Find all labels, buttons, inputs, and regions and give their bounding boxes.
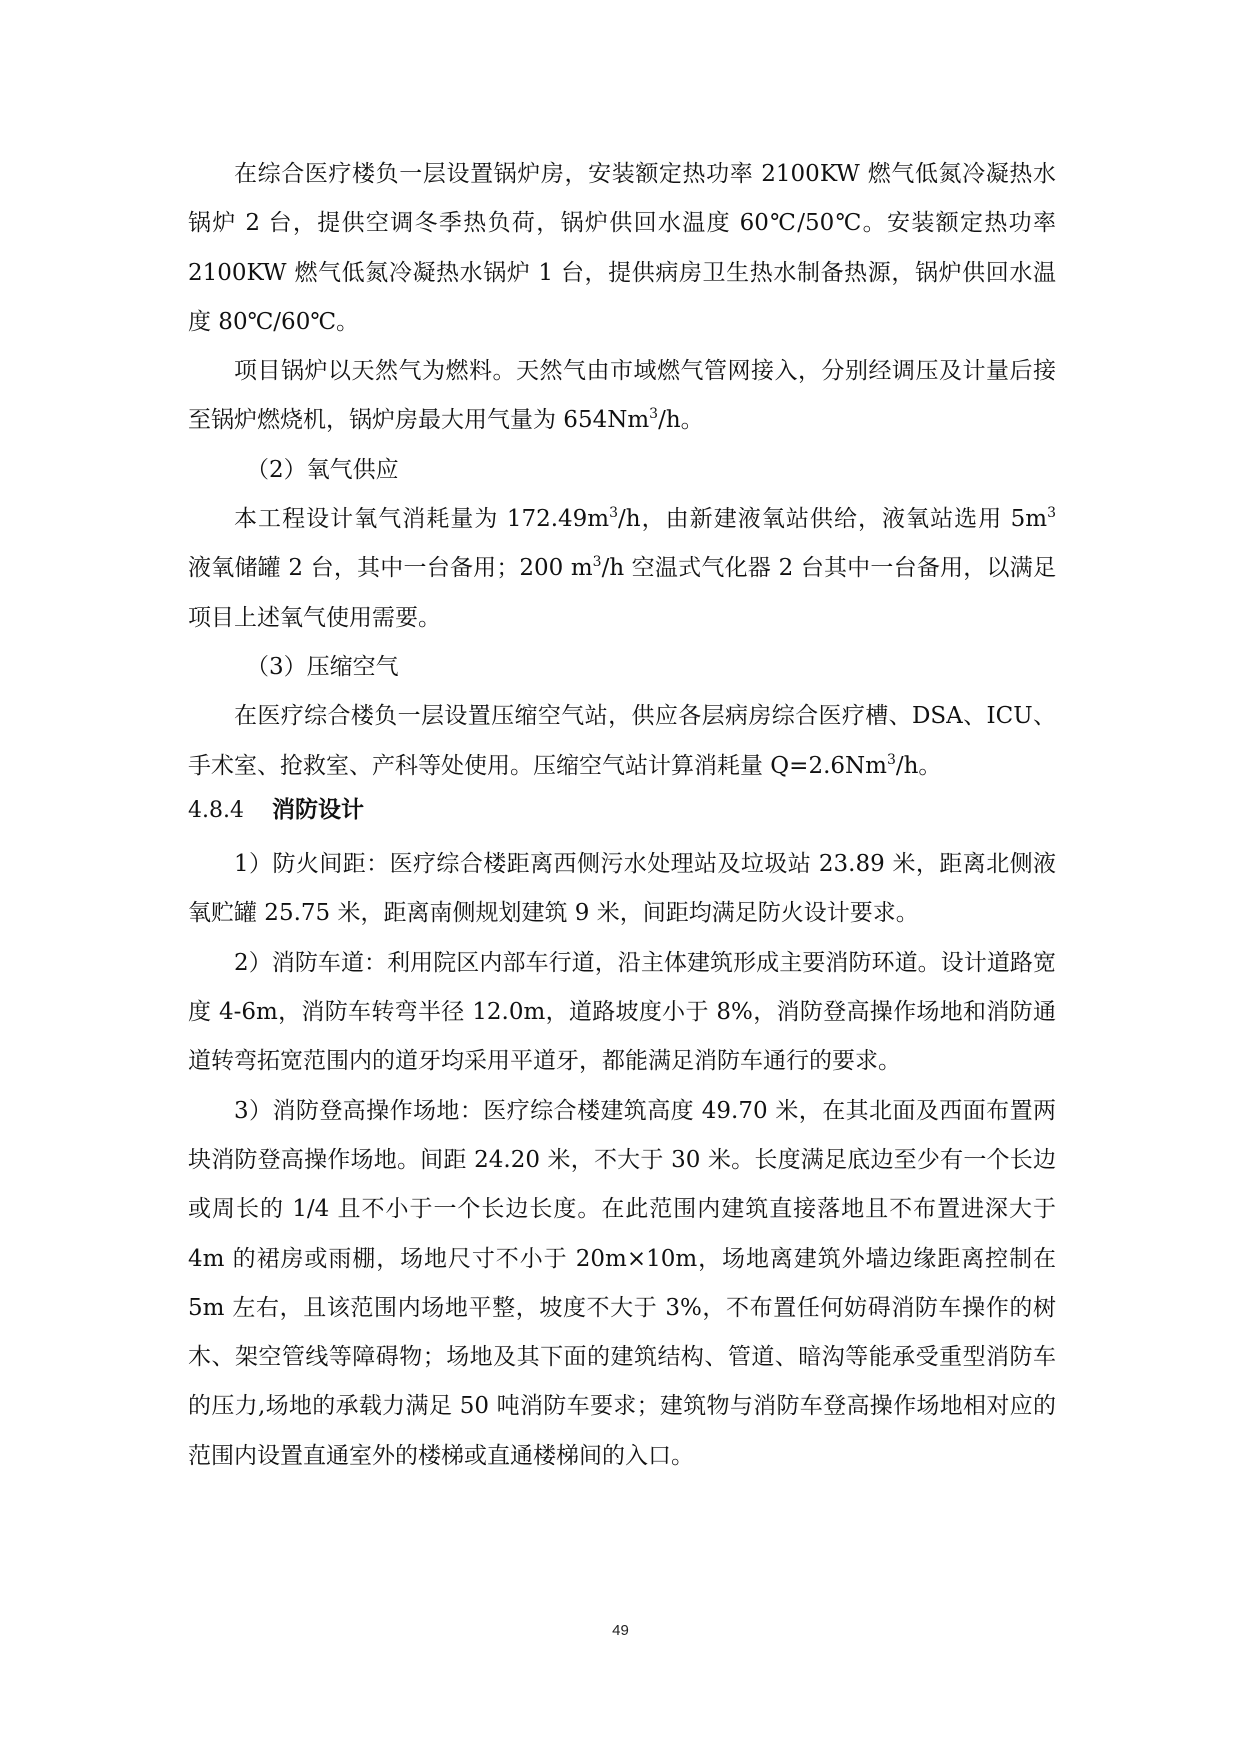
oxygen-text-1: 本工程设计氧气消耗量为 172.49m [234, 506, 610, 533]
fuel-superscript: 3 [649, 406, 659, 423]
fuel-text: 项目锅炉以天然气为燃料。天然气由市域燃气管网接入，分别经调压及计量后接至锅炉燃烧机，锅炉房最大用气量为 654Nm [188, 358, 1056, 434]
subheading-oxygen: （2）氧气供应 [246, 456, 399, 483]
paragraph-oxygen [188, 495, 1056, 643]
section-title: 消防设计 [272, 796, 364, 823]
paragraph-boiler-room: 在综合医疗楼负一层设置锅炉房，安装额定热功率 2100KW 燃气低氮冷凝热水锅炉 2 台，提供空调冬季热负荷，锅炉供回水温度 60℃/50℃。安装额定热功率 2100KW 燃气低氮冷凝热水锅炉 1 台，提供病房卫生热水制备热源，锅炉供回水温度 80℃/60℃。 [188, 161, 1056, 335]
fire-item-lanes: 2）消防车道：利用院区内部车行道，沿主体建筑形成主要消防环道。设计道路宽度 4-6m，消防车转弯半径 12.0m，道路坡度小于 8%，消防登高操作场地和消防通道转弯拓宽范围内的道牙均采用平道牙，都能满足消防车通行的要求。 [188, 949, 1056, 1075]
fire-item-rescue-site: 3）消防登高操作场地：医疗综合楼建筑高度 49.70 米，在其北面及西面布置两块消防登高操作场地。间距 24.20 米，不大于 30 米。长度满足底边至少有一个长边或周长的 1/4 且不小于一个长边长度。在此范围内建筑直接落地且不布置进深大于 4m 的裙房或雨棚，场地尺寸不小于 20m×10m，场地离建筑外墙边缘距离控制在 5m 左右，且该范围内场地平整，坡度不大于 3%，不布置任何妨碍消防车操作的树木、架空管线等障碍物；场地及其下面的建筑结构、管道、暗沟等能承受重型消防车的压力,场地的承载力满足 50 吨消防车要求；建筑物与消防车登高操作场地相对应的范围内设置直通室外的楼梯或直通楼梯间的入口。 [188, 1097, 1056, 1469]
paragraph-compressed-air [188, 692, 1056, 791]
section-number: 4.8.4 [188, 797, 244, 823]
air-text: 在医疗综合楼负一层设置压缩空气站，供应各层病房综合医疗槽、DSA、ICU、手术室、抢救室、产科等处使用。压缩空气站计算消耗量 Q=2.6Nm [188, 703, 1056, 779]
section-heading [188, 791, 1056, 840]
fire-item-spacing: 1）防火间距：医疗综合楼距离西侧污水处理站及垃圾站 23.89 米，距离北侧液氧贮罐 25.75 米，距离南侧规划建筑 9 米，间距均满足防火设计要求。 [188, 851, 1056, 927]
page-number: 49 [612, 1622, 629, 1639]
air-text-end: /h。 [895, 752, 942, 779]
oxygen-superscript-2: 3 [1047, 505, 1056, 522]
oxygen-superscript-1: 3 [609, 505, 619, 522]
page-body [188, 150, 1056, 1481]
oxygen-text-3: 液氧储罐 2 台，其中一台备用；200 m [188, 555, 593, 582]
paragraph-fuel [188, 347, 1056, 446]
oxygen-text-4: /h 空温式气化器 2 台其中一台备用，以满足项目上述氧气使用需要。 [188, 555, 1056, 631]
oxygen-text-2: /h，由新建液氧站供给，液氧站选用 5m [618, 506, 1048, 533]
fuel-text-end: /h。 [658, 407, 704, 434]
subheading-compressed-air: （3）压缩空气 [246, 653, 399, 680]
oxygen-superscript-3: 3 [592, 554, 602, 571]
air-superscript: 3 [886, 751, 896, 768]
